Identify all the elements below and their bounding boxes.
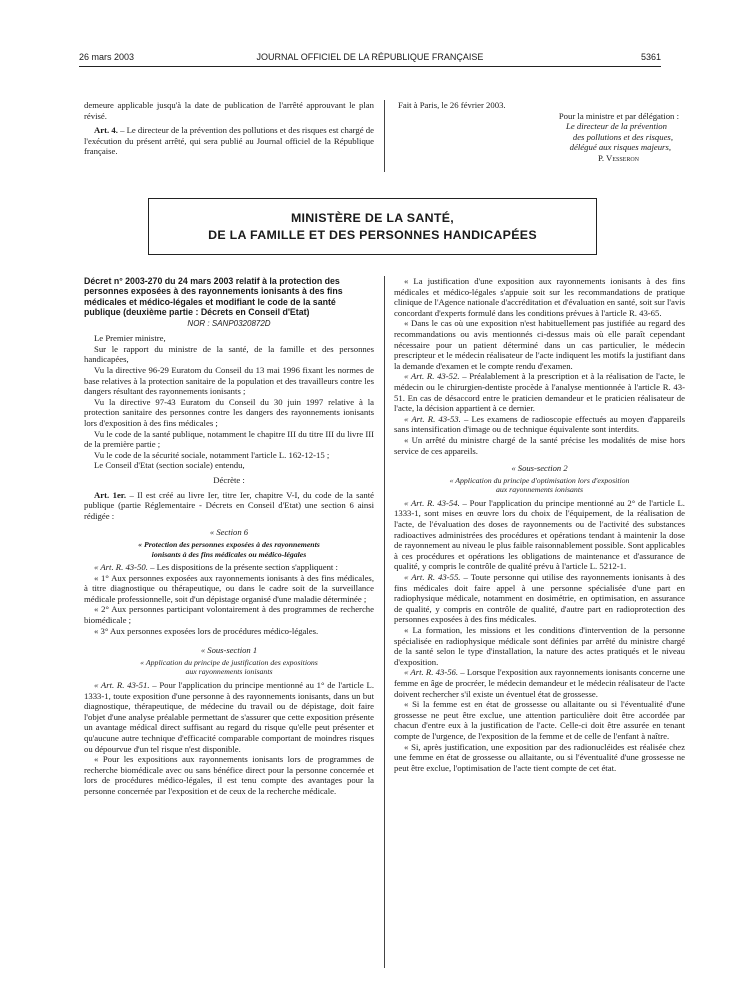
paragraph: « La justification d'une exposition aux rayonnements ionisants à des fins médicales et médico-légales s'appuie soit sur les recommandations de pratique clinique de l'Agence nationale d'accréditation et d'évaluation en santé, soit sur l'avis concordant d'experts formulé dans les conditions prévues à l'article R. 43-65. xyxy=(394,276,685,318)
header-date: 26 mars 2003 xyxy=(79,52,135,62)
left-column xyxy=(84,276,374,797)
article-r43-56 xyxy=(394,667,685,699)
paragraph: Vu le code de la santé publique, notamment le chapitre III du titre III du livre III de la première partie ; xyxy=(84,428,374,450)
place-date: Fait à Paris, le 26 février 2003. xyxy=(398,100,506,110)
subsection-title-line-2: aux rayonnements ionisants xyxy=(185,667,273,677)
decrete-label: Décrète : xyxy=(213,474,245,485)
paragraph: Le Premier ministre, xyxy=(94,333,166,344)
article-text: – Préalablement à la prescription et à la réalisation de l'acte, le médecin ou le chirurgien-dentiste procède à l'analyse mentionnée à l'article R. 43-51. En cas de désaccord entre le praticien demandeur et le praticien réalisateur de l'acte, la décision appartient à ce dernier. xyxy=(394,371,685,414)
paragraph: « Si la femme est en état de grossesse ou allaitante ou si l'éventualité d'une grossesse ne peut être exclue, une attention particulière doit être accordée par chacun d'entre eux à la justification de l'acte. Celle-ci doit être assurée en tenant compte de l'urgence, de l'exposition de la femme et de celle de l'enfant à naître. xyxy=(394,699,685,741)
article-r43-54 xyxy=(394,498,685,572)
article-text: – Les dispositions de la présente section s'appliquent : xyxy=(147,562,338,573)
column-divider-top xyxy=(384,100,385,172)
paragraph: « Un arrêté du ministre chargé de la santé précise les modalités de mise hors service de ces appareils. xyxy=(394,434,685,456)
article-r43-51 xyxy=(84,680,374,754)
paragraph: Sur le rapport du ministre de la santé, de la famille et des personnes handicapées, xyxy=(84,343,374,365)
article-r43-53 xyxy=(394,414,685,435)
article-text: – Lorsque l'exposition aux rayonnements ionisants concerne une femme en âge de procréer, le médecin demandeur et le médecin réalisateur de l'acte doivent rechercher s'il existe un éventuel état de grossesse. xyxy=(394,667,685,699)
subsection-heading: « Sous-section 2 xyxy=(511,463,568,474)
article-label: Art. 1er. xyxy=(94,489,127,500)
header-page-number: 5361 xyxy=(640,52,661,62)
paragraph: « Pour les expositions aux rayonnements ionisants lors de programmes de recherche biomédicale avec ou sans bénéfice direct pour la personne concernée et lors de procédures médico-légales, il est tenu compte des avantages pour la personne concernée par l'exposition et de ceux de la recherche médicale. xyxy=(84,754,374,796)
paragraph: « Dans le cas où une exposition n'est habituellement pas justifiée au regard des recommandations ou avis mentionnés ci-dessus mais où elle paraît cependant nécessaire pour un patient déterminé dans un cas particulier, le médecin prescripteur et le médecin réalisateur de l'acte indiquent les motifs la justifiant dans la demande d'examen et le compte rendu d'examen. xyxy=(394,318,685,371)
article-label: « Art. R. 43-50. xyxy=(94,562,148,573)
article-r43-52 xyxy=(394,371,685,413)
top-left-text xyxy=(84,100,374,157)
article-text: – Les examens de radioscopie effectués au moyen d'appareils sans intensification d'image ou de technique équivalente sont interdits. xyxy=(394,413,685,435)
subsection-title-line-1: « Application du principe de justification des expositions xyxy=(140,657,318,667)
signer-title-3: délégué aux risques majeurs, xyxy=(569,142,671,153)
article-label: « Art. R. 43-55. xyxy=(404,572,461,583)
ministry-heading-box xyxy=(148,198,597,255)
header-rule xyxy=(79,66,661,67)
article-4 xyxy=(84,125,374,157)
article-label: « Art. R. 43-51. xyxy=(94,680,150,691)
paragraph: demeure applicable jusqu'à la date de publication de l'arrêté approuvant le plan révisé. xyxy=(84,100,374,121)
delegation-line: Pour la ministre et par délégation : xyxy=(558,110,679,121)
decree-title: Décret n° 2003-270 du 24 mars 2003 relatif à la protection des personnes exposées à des rayonnements ionisants à des fins médicales et médico-légales et modifiant le code de la santé publique (deuxième partie : Décrets en Conseil d'Etat) xyxy=(84,276,343,318)
signature-block xyxy=(394,100,685,164)
paragraph: Vu le code de la sécurité sociale, notamment l'article L. 162-12-15 ; xyxy=(94,449,330,460)
paragraph: Vu la directive 96-29 Euratom du Conseil du 13 mai 1996 fixant les normes de base relatives à la protection sanitaire de la population et des travailleurs contre les dangers résultant des rayonnements ionisants ; xyxy=(84,365,374,397)
subsection-heading: « Sous-section 1 xyxy=(200,645,258,656)
ministry-line-1: MINISTÈRE DE LA SANTÉ, xyxy=(290,211,455,225)
article-r43-50 xyxy=(84,562,374,573)
article-label: « Art. R. 43-52. xyxy=(404,371,460,382)
subsection-title-line-2: aux rayonnements ionisants xyxy=(495,485,584,495)
signer-name: P. Vesseron xyxy=(598,152,639,163)
list-item: « 2° Aux personnes participant volontairement à des programmes de recherche biomédicale ; xyxy=(84,604,374,626)
section-title-line-1: « Protection des personnes exposées à des rayonnements xyxy=(138,539,320,549)
column-divider-main xyxy=(384,276,385,968)
paragraph: Vu la directive 97-43 Euratom du Conseil du 30 juin 1997 relative à la protection sanitaire des personnes contre les dangers des rayonnements ionisants lors d'exposition à des fins médicales ; xyxy=(84,396,374,428)
article-text: – Il est créé au livre Ier, titre Ier, chapitre V-I, du code de la santé publique (partie Réglementaire - Décrets en Conseil d'Etat) une section 6 ainsi rédigée : xyxy=(84,489,374,521)
article-r43-55 xyxy=(394,572,685,625)
list-item: « 1° Aux personnes exposées aux rayonnements ionisants à des fins médicales, à titre diagnostique ou thérapeutique, ou dans le cadre soit de la surveillance médicale professionnelle, soit d'un dépistage organisé d'une maladie déterminée ; xyxy=(84,572,374,604)
paragraph: « La formation, les missions et les conditions d'intervention de la personne spécialisée en radiophysique médicale sont définies par arrêté du ministre chargé de la santé selon le type d'installation, la nature des actes pratiqués et le niveau d'exposition. xyxy=(394,625,685,667)
article-text: – Pour l'application du principe mentionné au 1° de l'article L. 1333-1, toute exposition d'une personne à des rayonnements ionisants, dans un but diagnostique, thérapeutique, de médecine du travail ou de dépistage, doit faire l'objet d'une analyse préalable permettant de s'assurer que cette exposition présente un avantage médical direct suffisant au regard du risque qu'elle peut présenter et qu'aucune autre technique d'efficacité comparable comportant de moindres risques ou dépourvue d'un tel risque n'est disponible. xyxy=(84,680,374,754)
signer-title-1: Le directeur de la prévention xyxy=(565,121,667,132)
nor-reference: NOR : SANP0320872D xyxy=(187,318,271,328)
page-header xyxy=(79,52,661,66)
section-heading: « Section 6 xyxy=(209,527,249,538)
header-journal-title: JOURNAL OFFICIEL DE LA RÉPUBLIQUE FRANÇAISE xyxy=(256,52,484,62)
paragraph: Le Conseil d'Etat (section sociale) entendu, xyxy=(94,460,245,471)
article-label: Art. 4. xyxy=(94,125,118,136)
signer-title-2: des pollutions et des risques, xyxy=(572,131,673,142)
right-column xyxy=(394,276,685,773)
ministry-line-2: DE LA FAMILLE ET DES PERSONNES HANDICAPÉES xyxy=(208,228,537,242)
list-item: « 3° Aux personnes exposées lors de procédures médico-légales. xyxy=(94,625,319,636)
subsection-title-line-1: « Application du principe d'optimisation lors d'exposition xyxy=(449,475,630,485)
article-text: – Toute personne qui utilise des rayonnements ionisants à des fins médicales doit faire appel à une personne spécialisée d'une part en radiophysique médicale, notamment en dosimétrie, en optimisation, en assurance de qualité, y compris en contrôle de qualité, d'autre part en radioprotection des personnes exposées à des fins médicales. xyxy=(394,572,685,625)
article-label: « Art. R. 43-56. xyxy=(404,667,459,678)
article-text: – Le directeur de la prévention des pollutions et des risques est chargé de l'exécution du présent arrêté, qui sera publié au Journal officiel de la République française. xyxy=(84,125,374,157)
article-text: – Pour l'application du principe mentionné au 2° de l'article L. 1333-1, sont mises en œuvre lors du choix de l'équipement, de la réalisation de l'acte, de l'évaluation des doses de rayonnements ou de l'activité des substances radioactives administrées des procédures et opérations tendant à maintenir la dose de rayonnement au niveau le plus faible raisonnablement possible. Sont applicables à ces procédures et opérations les obligations de maintenance et d'assurance de qualité, y compris le contrôle de qualité prévu à l'article L. 5212-1. xyxy=(394,497,685,572)
paragraph: « Si, après justification, une exposition par des radionucléides est réalisée chez une femme en état de grossesse ou allaitante, ou si l'éventualité d'une grossesse ne peut être exclue, l'optimisation de l'acte tient compte de cet état. xyxy=(394,741,685,773)
article-label: « Art. R. 43-53. xyxy=(404,413,461,424)
section-title-line-2: ionisants à des fins médicales ou médico-légales xyxy=(151,549,307,559)
article-1 xyxy=(84,490,374,522)
article-label: « Art. R. 43-54. xyxy=(404,497,460,508)
